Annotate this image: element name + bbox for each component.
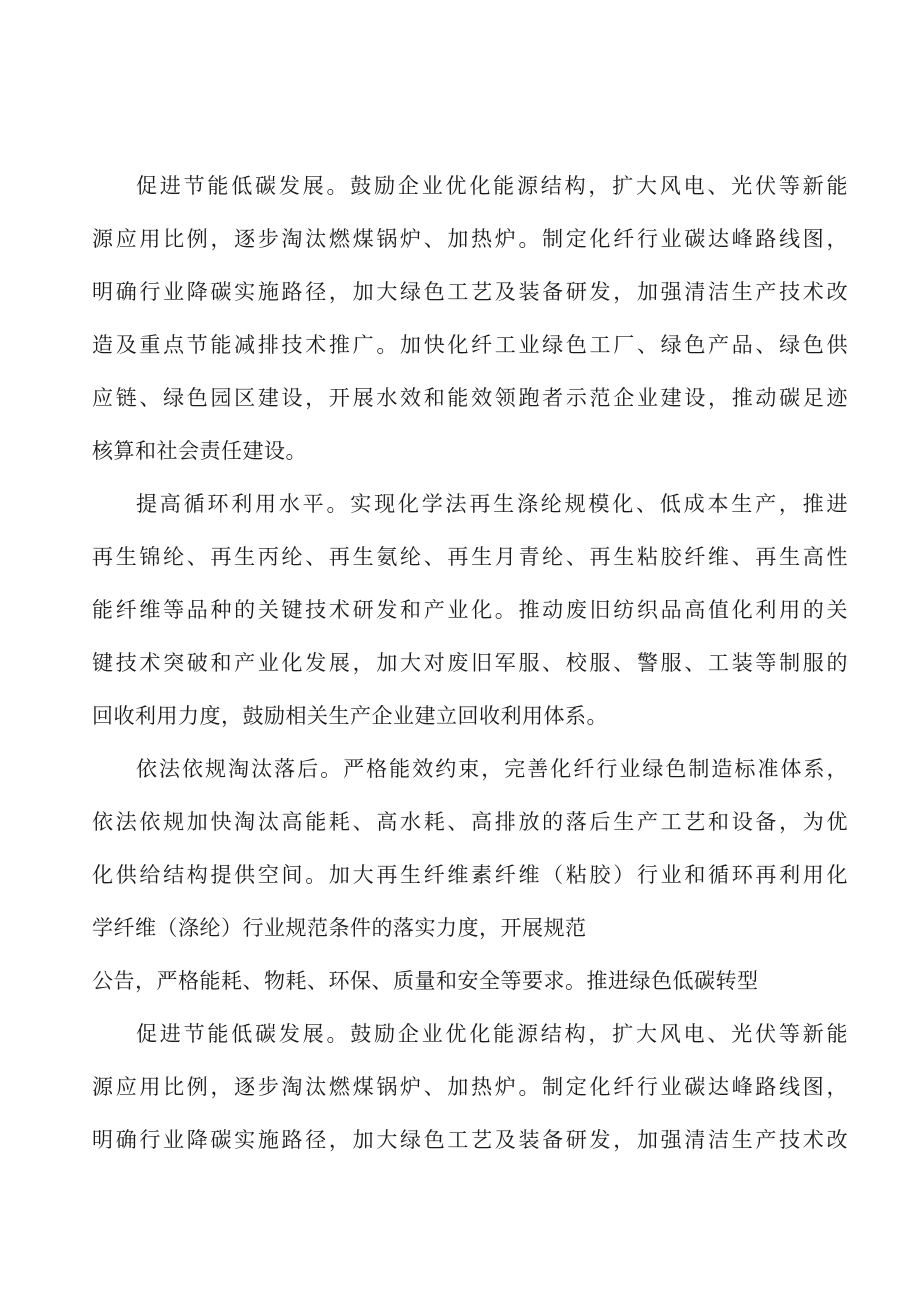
text-line: 造及重点节能减排技术推广。加快化纤工业绿色工厂、绿色产品、绿色供 <box>92 333 848 357</box>
text-line: 回收利用力度，鼓励相关生产企业建立回收利用体系。 <box>92 704 608 728</box>
text-line: 依法依规淘汰落后。严格能效约束，完善化纤行业绿色制造标准体系， <box>136 757 848 781</box>
text-line: 促进节能低碳发展。鼓励企业优化能源结构，扩大风电、光伏等新能 <box>136 174 848 198</box>
text-line: 源应用比例，逐步淘汰燃煤锅炉、加热炉。制定化纤行业碳达峰路线图， <box>92 1075 848 1099</box>
text-line: 化供给结构提供空间。加大再生纤维素纤维（粘胶）行业和循环再利用化 <box>92 863 848 887</box>
text-line: 公告，严格能耗、物耗、环保、质量和安全等要求。推进绿色低碳转型 <box>92 969 759 993</box>
text-line: 再生锦纶、再生丙纶、再生氨纶、再生月青纶、再生粘胶纤维、再生高性 <box>92 545 848 569</box>
text-line: 学纤维（涤纶）行业规范条件的落实力度，开展规范 <box>92 916 587 940</box>
text-line: 提高循环利用水平。实现化学法再生涤纶规模化、低成本生产，推进 <box>136 492 848 516</box>
text-line: 依法依规加快淘汰高能耗、高水耗、高排放的落后生产工艺和设备，为优 <box>92 810 848 834</box>
text-line: 键技术突破和产业化发展，加大对废旧军服、校服、警服、工装等制服的 <box>92 651 848 675</box>
text-line: 源应用比例，逐步淘汰燃煤锅炉、加热炉。制定化纤行业碳达峰路线图， <box>92 227 848 251</box>
text-line: 促进节能低碳发展。鼓励企业优化能源结构，扩大风电、光伏等新能 <box>136 1022 848 1046</box>
text-line: 能纤维等品种的关键技术研发和产业化。推动废旧纺织品高值化利用的关 <box>92 598 848 622</box>
text-line: 核算和社会责任建设。 <box>92 439 307 463</box>
text-line: 明确行业降碳实施路径，加大绿色工艺及装备研发，加强清洁生产技术改 <box>92 1128 848 1152</box>
text-line: 应链、绿色园区建设，开展水效和能效领跑者示范企业建设，推动碳足迹 <box>92 386 848 410</box>
text-line: 明确行业降碳实施路径，加大绿色工艺及装备研发，加强清洁生产技术改 <box>92 280 848 304</box>
